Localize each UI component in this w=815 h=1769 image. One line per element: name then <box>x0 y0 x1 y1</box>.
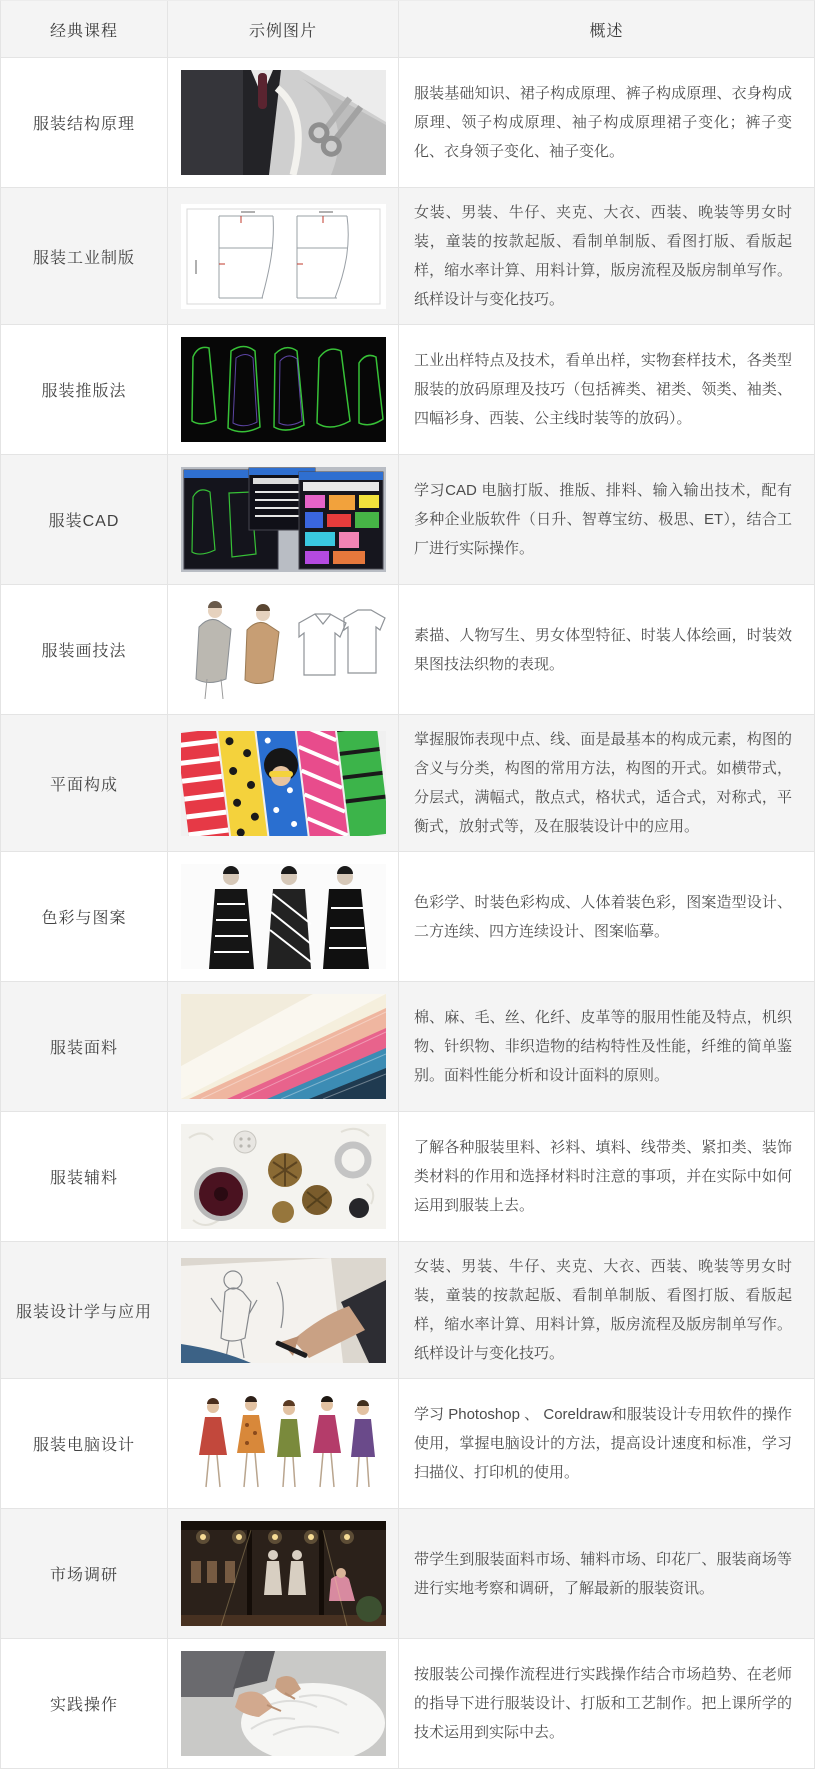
course-image-cell <box>168 1509 399 1638</box>
course-name: 服装CAD <box>1 455 168 584</box>
buttons-image <box>181 1124 386 1229</box>
overview-text: 掌握服饰表现中点、线、面是最基本的构成元素，构图的含义与分类，构图的常用方法，构图的开式。如横带式，分层式，满幅式，散点式，格状式，适合式，对称式，平衡式，放射式等，及在服装设计中的应用。 <box>414 731 792 835</box>
course-name: 实践操作 <box>1 1639 168 1768</box>
course-image-cell <box>168 1379 399 1508</box>
course-image-cell <box>168 852 399 981</box>
course-overview <box>399 982 814 1111</box>
header-course: 经典课程 <box>1 1 168 57</box>
table-row <box>1 57 814 187</box>
course-image-cell <box>168 1112 399 1241</box>
table-row <box>1 1111 814 1241</box>
overview-text: 棉、麻、毛、丝、化纤、皮革等的服用性能及特点，机织物、针织物、非织造物的结构特性及性能，纤维的简单鉴别。面料性能分析和设计面料的原则。 <box>414 1009 792 1084</box>
course-image-cell <box>168 325 399 454</box>
overview-text: 色彩学、时装色彩构成、人体着装色彩，图案造型设计、二方连续、四方连续设计、图案临摹。 <box>414 893 792 940</box>
course-overview <box>399 1242 814 1378</box>
course-overview <box>399 852 814 981</box>
table-row <box>1 584 814 714</box>
fashion-illustration-image <box>181 1391 386 1496</box>
course-image-cell <box>168 455 399 584</box>
overview-text: 女装、男装、牛仔、夹克、大衣、西装、晚装等男女时装，童装的按款起版、看制单制版、看图打版、看版起样，缩水率计算、用料计算，版房流程及版房制单写作。纸样设计与变化技巧。 <box>414 204 792 308</box>
table-row <box>1 454 814 584</box>
header-overview: 概述 <box>589 22 624 40</box>
course-name: 服装推版法 <box>1 325 168 454</box>
course-name: 服装工业制版 <box>1 188 168 324</box>
table-row <box>1 324 814 454</box>
overview-text: 女装、男装、牛仔、夹克、大衣、西装、晚装等男女时装，童装的按款起版、看制单制版、看图打版、看版起样，缩水率计算、用料计算，版房流程及版房制单写作。纸样设计与变化技巧。 <box>414 1258 792 1362</box>
course-name: 服装设计学与应用 <box>1 1242 168 1378</box>
course-overview <box>399 188 814 324</box>
overview-text: 带学生到服装面料市场、辅料市场、印花厂、服装商场等进行实地考察和调研，了解最新的服装资讯。 <box>414 1550 792 1597</box>
striped-models-image <box>181 864 386 969</box>
course-name: 服装电脑设计 <box>1 1379 168 1508</box>
overview-text: 学习 Photoshop 、 Coreldraw和服装设计专用软件的操作使用，掌握电脑设计的方法，提高设计速度和标准，学习扫描仪、打印机的使用。 <box>414 1406 792 1481</box>
overview-text: 了解各种服装里料、衫料、填料、线带类、紧扣类、装饰类材料的作用和选择材料时注意的事项，并在实际中如何运用到服装上去。 <box>414 1139 792 1214</box>
overview-text: 素描、人物写生、男女体型特征、时装人体绘画，时装效果图技法织物的表现。 <box>414 626 792 673</box>
course-overview <box>399 715 814 851</box>
course-name: 服装画技法 <box>1 585 168 714</box>
overview-text: 按服装公司操作流程进行实践操作结合市场趋势、在老师的指导下进行服装设计、打版和工艺制作。把上课所学的技术运用到实际中去。 <box>414 1666 792 1741</box>
course-image-cell <box>168 58 399 187</box>
course-name: 服装辅料 <box>1 1112 168 1241</box>
course-image-cell <box>168 982 399 1111</box>
overview-text: 学习CAD 电脑打版、推版、排料、输入输出技术，配有多种企业版软件（日升、智尊宝纺、极思、ET），结合工厂进行实际操作。 <box>414 482 792 557</box>
course-overview <box>399 58 814 187</box>
grading-cad-image <box>181 337 386 442</box>
course-name: 平面构成 <box>1 715 168 851</box>
course-overview <box>399 1379 814 1508</box>
course-name: 市场调研 <box>1 1509 168 1638</box>
table-row <box>1 981 814 1111</box>
tailoring-photo-image <box>181 70 386 175</box>
course-image-cell <box>168 1639 399 1768</box>
hand-sketching-image <box>181 1258 386 1363</box>
course-overview <box>399 1639 814 1768</box>
wedding-dress-work-image <box>181 1651 386 1756</box>
course-overview <box>399 1112 814 1241</box>
cad-software-image <box>181 467 386 572</box>
pattern-draft-image <box>181 204 386 309</box>
table-row <box>1 187 814 324</box>
table-row <box>1 714 814 851</box>
course-name: 色彩与图案 <box>1 852 168 981</box>
fabric-rolls-image <box>181 994 386 1099</box>
course-image-cell <box>168 715 399 851</box>
boutique-storefront-image <box>181 1521 386 1626</box>
course-name: 服装面料 <box>1 982 168 1111</box>
table-row <box>1 1241 814 1378</box>
overview-text: 工业出样特点及技术，看单出样，实物套样技术，各类型服装的放码原理及技巧（包括裤类、裙类、领类、袖类、四幅衫身、西装、公主线时装等的放码）。 <box>414 352 792 427</box>
course-image-cell <box>168 188 399 324</box>
table-header <box>1 1 814 57</box>
course-name: 服装结构原理 <box>1 58 168 187</box>
pop-art-collage-image <box>181 731 386 836</box>
header-image: 示例图片 <box>168 1 399 57</box>
table-row <box>1 1378 814 1508</box>
table-row <box>1 851 814 981</box>
table-row <box>1 1638 814 1768</box>
table-row <box>1 1508 814 1638</box>
overview-text: 服装基础知识、裙子构成原理、裤子构成原理、衣身构成原理、领子构成原理、袖子构成原理裙子变化；裤子变化、衣身领子变化、袖子变化。 <box>414 85 792 160</box>
course-overview <box>399 585 814 714</box>
fashion-sketch-image <box>181 597 386 702</box>
course-overview <box>399 1509 814 1638</box>
course-image-cell <box>168 1242 399 1378</box>
course-image-cell <box>168 585 399 714</box>
course-overview <box>399 325 814 454</box>
course-overview <box>399 455 814 584</box>
